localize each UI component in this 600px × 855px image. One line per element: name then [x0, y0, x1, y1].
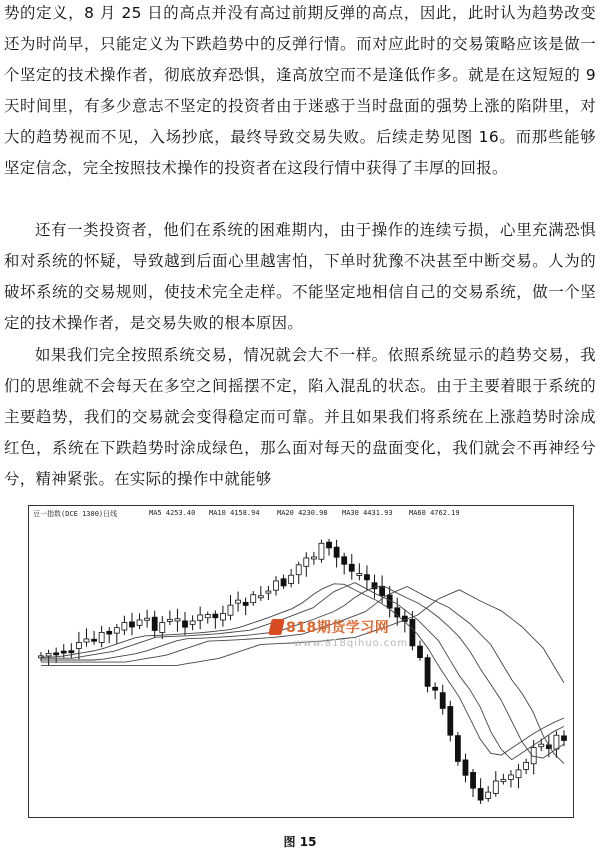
candle-body: [433, 687, 438, 690]
candle-body: [236, 600, 241, 603]
candle-body: [455, 736, 460, 762]
candle-body: [266, 591, 271, 593]
candle-body: [198, 615, 203, 620]
candle-body: [99, 632, 104, 642]
chart-instrument-title: 豆一指数(DCE 1300)日线: [33, 510, 118, 518]
candlestick-plot: [29, 506, 573, 817]
candle-body: [478, 789, 483, 801]
candle-body: [69, 651, 74, 653]
candle-body: [319, 543, 324, 559]
watermark-url: www.818qihuo.com: [294, 638, 409, 649]
candle-body: [493, 781, 498, 794]
candle-body: [84, 639, 89, 642]
ma60-readout: MA60 4762.19: [409, 509, 460, 517]
candle-body: [508, 775, 513, 779]
ma5-line: [41, 584, 564, 755]
candle-body: [251, 595, 256, 603]
paragraph-3: 如果我们完全按照系统交易，情况就会大不一样。依照系统显示的趋势交易，我们的思维就不会每天在多空之间摇摆不定，陷入混乱的状态。由于主要着眼于系统的主要趋势，我们的交易就会变得稳定而可靠。并且如果我们将系统在上涨趋势时涂成红色，系统在下跌趋势时涂成绿色，那么面对每天的盘面变化，我们就会不再神经兮兮，精神紧张。在实际的操作中就能够: [4, 346, 596, 488]
candle-body: [311, 557, 316, 559]
candle-body: [243, 602, 248, 605]
candle-body: [61, 651, 66, 653]
candle-body: [380, 586, 385, 595]
paragraph-2: 还有一类投资者，他们在系统的困难期内，由于操作的连续亏损，心里充满恐惧和对系统的怀疑，导致越到后面心里越害怕，下单时犹豫不决甚至中断交易。人为的破坏系统的交易规则，使技术完全走样。不能坚定地相信自己的交易系统，做一个坚定的技术操作者，是交易失败的根本原因。: [4, 221, 596, 332]
candle-body: [425, 658, 430, 687]
paragraph-1: 势的定义，8 月 25 日的高点并没有高过前期反弹的高点，因此，此时认为趋势改变还为时尚早，只能定义为下跌趋势中的反弹行情。而对应此时的交易策略应该是做一个坚定的技术操作者，彻底放弃恐惧，逢高放空而不是逢低作多。就是在这短短的 9 天时间里，有多少意志不坚定的投资者由于迷惑于当时盘面的强势上涨的陷阱里，对大的趋势视而不见，入场抄底，最终导致交易失败。后续走势见图 16。而那些能够坚定信念，完全按照技术操作的投资者在这段行情中获得了丰厚的回报。: [4, 4, 596, 177]
candle-body: [183, 621, 188, 627]
figure-caption: 图 15: [283, 835, 317, 849]
ma20-readout: MA20 4230.98: [277, 509, 328, 517]
watermark-logo-icon: [268, 619, 284, 635]
candlestick-chart-figure: [28, 505, 574, 818]
candle-body: [145, 618, 150, 620]
candle-body: [486, 792, 491, 798]
candle-body: [76, 642, 81, 648]
candle-body: [122, 622, 127, 630]
candle-body: [554, 735, 559, 749]
candle-body: [175, 619, 180, 621]
candle-body: [440, 693, 445, 709]
candle-body: [334, 547, 339, 557]
candle-body: [289, 575, 294, 583]
ma30-line: [41, 587, 564, 764]
candle-body: [54, 653, 59, 655]
candle-body: [357, 573, 362, 575]
ma5-readout: MA5 4253.40: [149, 509, 196, 517]
candle-body: [539, 744, 544, 747]
candle-body: [463, 760, 468, 775]
candle-body: [129, 622, 134, 627]
candle-body: [258, 596, 263, 598]
candle-body: [296, 565, 301, 575]
candle-body: [92, 639, 97, 641]
candle-body: [114, 628, 119, 633]
candle-body: [364, 575, 369, 580]
ma20-line: [41, 587, 564, 758]
candle-body: [152, 617, 157, 630]
candle-body: [501, 779, 506, 781]
watermark: [270, 617, 430, 657]
candle-body: [524, 762, 529, 769]
candle-body: [228, 605, 233, 615]
candle-body: [160, 623, 165, 633]
candle-body: [349, 564, 354, 571]
ma30-readout: MA30 4431.93: [342, 509, 393, 517]
candle-body: [137, 620, 142, 625]
watermark-title: 818期货学习网: [286, 620, 390, 636]
candle-body: [220, 613, 225, 620]
candle-body: [273, 581, 278, 590]
candle-body: [107, 631, 112, 634]
candle-body: [471, 772, 476, 788]
candle-body: [205, 614, 210, 617]
ma10-line: [41, 583, 564, 760]
candle-body: [516, 770, 521, 778]
candle-body: [562, 736, 567, 741]
candle-body: [448, 706, 453, 735]
candle-body: [304, 558, 309, 566]
candle-body: [281, 579, 286, 586]
candle-body: [167, 619, 172, 621]
candle-body: [342, 557, 347, 565]
candle-body: [213, 614, 218, 618]
candle-body: [327, 542, 332, 548]
candle-body: [190, 621, 195, 624]
ma10-readout: MA10 4158.94: [209, 509, 260, 517]
candle-body: [46, 653, 51, 656]
